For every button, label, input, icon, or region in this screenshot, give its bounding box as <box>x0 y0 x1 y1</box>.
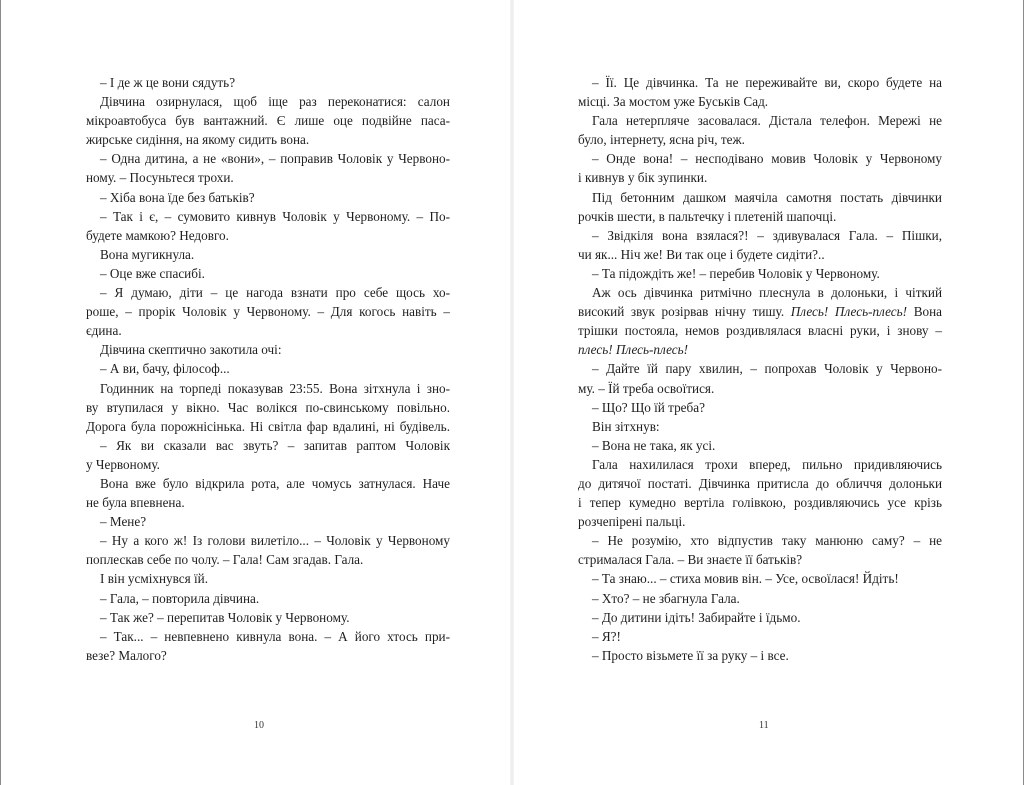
text-line: будете мамкою? Недовго. <box>86 227 229 243</box>
text-line: стрималася Гала. – Ви знаєте її батьків? <box>578 552 803 568</box>
text-line: роше, – прорік Чоловік у Червоному. – Для когось навіть – <box>86 304 450 320</box>
text-line: Він зітхнув: <box>592 418 660 434</box>
text-line: – Мене? <box>100 514 147 530</box>
text-line: – Не розумію, хто відпустив таку манюню саму? – не <box>592 533 942 549</box>
left-page-number: 10 <box>254 720 264 731</box>
text-line: – Я?! <box>592 628 621 644</box>
text-line: – Оце вже спасибі. <box>100 265 205 281</box>
text-line: і кивнув у бік зупинки. <box>578 170 708 186</box>
text-line: Аж ось дівчинка ритмічно плеснула в долоньки, і чіткий <box>592 285 942 301</box>
text-line: місці. За мостом уже Буськів Сад. <box>578 94 769 110</box>
text-line: – Хто? – не збагнула Гала. <box>592 590 740 606</box>
text-line: – Вона не така, як усі. <box>592 437 716 453</box>
text-line: поплескав себе по чолу. – Гала! Сам згадав. Гала. <box>86 552 364 568</box>
text-line: у Червоному. <box>86 456 160 472</box>
text-line: – Як ви сказали вас звуть? – запитав раптом Чоловік <box>100 437 450 453</box>
text-line: – Так і є, – сумовито кивнув Чоловік у Червоному. – По- <box>100 208 450 224</box>
text-line: – Одна дитина, а не «вони», – поправив Чоловік у Червоно- <box>100 151 450 167</box>
text-line: везе? Малого? <box>86 647 167 663</box>
text-line: і тепер кумедно вертіла голівкою, роздивляючись усе крізь <box>578 495 942 511</box>
text-line: – Просто візьмете її за руку – і все. <box>592 647 789 663</box>
text-line: – До дитини ідіть! Забирайте і їдьмо. <box>592 609 801 625</box>
page-edge-left <box>0 0 1 785</box>
text-line: – Так же? – перепитав Чоловік у Червоному. <box>100 609 350 625</box>
text-line: – Ну а кого ж! Із голови вилетіло... – Чоловік у Червоному <box>100 533 450 549</box>
text-line: Вона вже було відкрила рота, але чомусь затнулася. Наче <box>100 475 450 491</box>
text-line: Під бетонним дашком маячіла самотня постать дівчинки <box>592 189 942 205</box>
text-line: Гала нахилилася трохи вперед, пильно придивляючись <box>592 456 942 472</box>
text-line: – Її. Це дівчинка. Та не переживайте ви, скоро будете на <box>592 75 942 90</box>
text-line: жирське сидіння, на якому сидить вона. <box>86 132 310 148</box>
text-line: – Гала, – повторила дівчина. <box>100 590 260 606</box>
text-line: – Звідкіля вона взялася?! – здивувалася Гала. – Пішки, <box>592 227 942 243</box>
text-line: – Та знаю... – стиха мовив він. – Усе, освоїлася! Йдіть! <box>592 571 899 587</box>
text-line: не була впевнена. <box>86 495 185 511</box>
text-line: Дівчина скептично закотила очі: <box>100 342 282 358</box>
text-line: Годинник на торпеді показував 23:55. Вона зітхнула і зно- <box>100 380 450 396</box>
text-line: І він усміхнувся їй. <box>100 571 209 587</box>
text-line: – А ви, бачу, філософ... <box>100 361 230 377</box>
text-line: високий звук розірвав нічну тишу. Плесь! Плесь-плесь! Вона <box>578 304 942 320</box>
text-line: – Та підождіть же! – перебив Чоловік у Червоному. <box>592 265 880 281</box>
book-gutter <box>510 0 514 785</box>
text-line: трішки постояла, немов роздивлялася власні руки, і знову – <box>578 323 942 339</box>
text-line: до дитячої постаті. Дівчинка притисла до обличчя долоньки <box>578 475 942 491</box>
text-line: Гала нетерпляче засовалася. Дістала телефон. Мережі не <box>592 113 942 129</box>
text-line: рочків шести, в пальтечку і плетеній шапочці. <box>578 208 837 224</box>
text-line: – Так... – невпевнено кивнула вона. – А його хтось при- <box>100 628 450 644</box>
left-page-text <box>86 73 450 665</box>
text-line: плесь! Плесь-плесь! <box>578 342 689 358</box>
text-line: – Онде вона! – несподівано мовив Чоловік у Червоному <box>592 151 942 167</box>
text-line: – Дайте їй пару хвилин, – попрохав Чоловік у Червоно- <box>592 361 942 377</box>
text-line: ву втупилася у вікно. Час волікся по-свинському повільно. <box>86 399 450 415</box>
text-line: Дівчина озирнулася, щоб іще раз переконатися: салон <box>100 94 450 110</box>
text-line: – І де ж це вони сядуть? <box>100 75 236 90</box>
text-line: – Хіба вона їде без батьків? <box>100 189 255 205</box>
text-line: чи як... Ніч же! Ви так оце і будете сидіти?.. <box>578 246 825 262</box>
text-line: – Я думаю, діти – це нагода взнати про себе щось хо- <box>100 285 450 301</box>
text-line: Дорога була порожнісінька. Ні світла фар вдалині, ні будівель. <box>86 418 450 434</box>
text-line: ному. – Посуньтеся трохи. <box>86 170 234 186</box>
text-line: Вона мугикнула. <box>100 246 195 262</box>
text-line: було, інтернету, ясна річ, теж. <box>578 132 745 148</box>
text-line: мікроавтобуса був вантажний. Є лише оце подвійне паса- <box>86 113 450 129</box>
text-line: єдина. <box>86 323 122 339</box>
text-line: розчепірені пальці. <box>578 514 686 530</box>
right-page-number: 11 <box>759 720 769 731</box>
text-line: – Що? Що їй треба? <box>592 399 705 415</box>
text-line: му. – Їй треба освоїтися. <box>578 380 715 396</box>
right-page-text <box>578 73 942 665</box>
